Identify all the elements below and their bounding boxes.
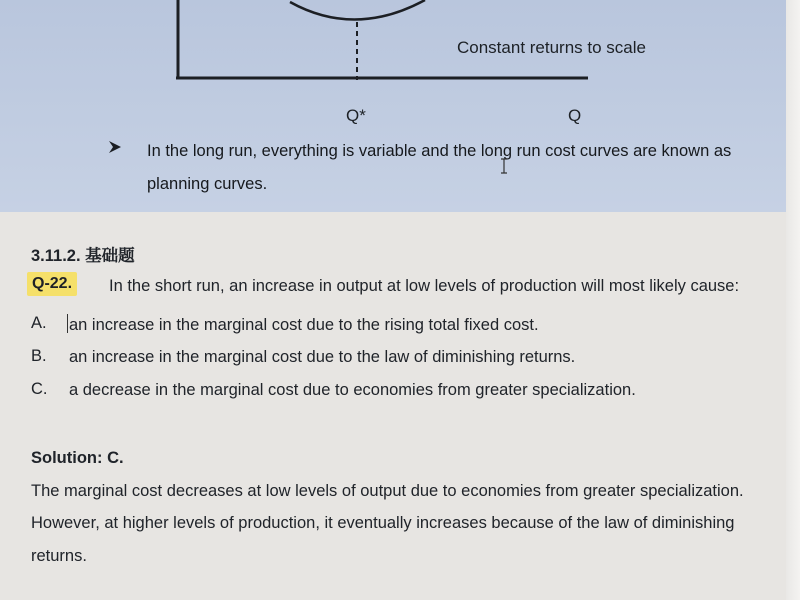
section-number: 3.11.2.	[31, 247, 81, 265]
option-b-letter: B.	[31, 347, 47, 365]
curve-label: Constant returns to scale	[457, 38, 646, 57]
question-id-badge: Q-22.	[27, 272, 77, 296]
x-axis-label: Q	[568, 106, 582, 125]
long-run-cost-curve	[290, 0, 425, 20]
solution-line-1: The marginal cost decreases at low levels of output due to economies from greater specialization.	[31, 482, 744, 500]
option-a-letter: A.	[31, 314, 47, 332]
bullet-text-line-2: planning curves.	[147, 175, 268, 193]
arrowhead-bullet-icon	[108, 140, 122, 154]
section-heading	[31, 242, 135, 266]
cost-curve-graph	[0, 0, 800, 212]
section-title: 基础题	[85, 247, 135, 265]
option-c-text: a decrease in the marginal cost due to economies from greater specialization.	[69, 381, 636, 399]
solution-line-3: returns.	[31, 547, 87, 565]
option-a-text: an increase in the marginal cost due to the rising total fixed cost.	[69, 316, 539, 334]
option-c-letter: C.	[31, 380, 48, 398]
option-b-text: an increase in the marginal cost due to the law of diminishing returns.	[69, 348, 576, 366]
bullet-text-line-1: In the long run, everything is variable and the long run cost curves are known as	[147, 142, 732, 160]
text-cursor-icon	[500, 158, 508, 174]
text-caret	[67, 314, 68, 333]
solution-line-2: However, at higher levels of production, it eventually increases because of the law of diminishing	[31, 514, 735, 532]
question-text: In the short run, an increase in output at low levels of production will most likely cause:	[109, 277, 740, 295]
solution-heading: Solution: C.	[31, 449, 124, 467]
q-star-tick-label: Q*	[346, 106, 366, 125]
